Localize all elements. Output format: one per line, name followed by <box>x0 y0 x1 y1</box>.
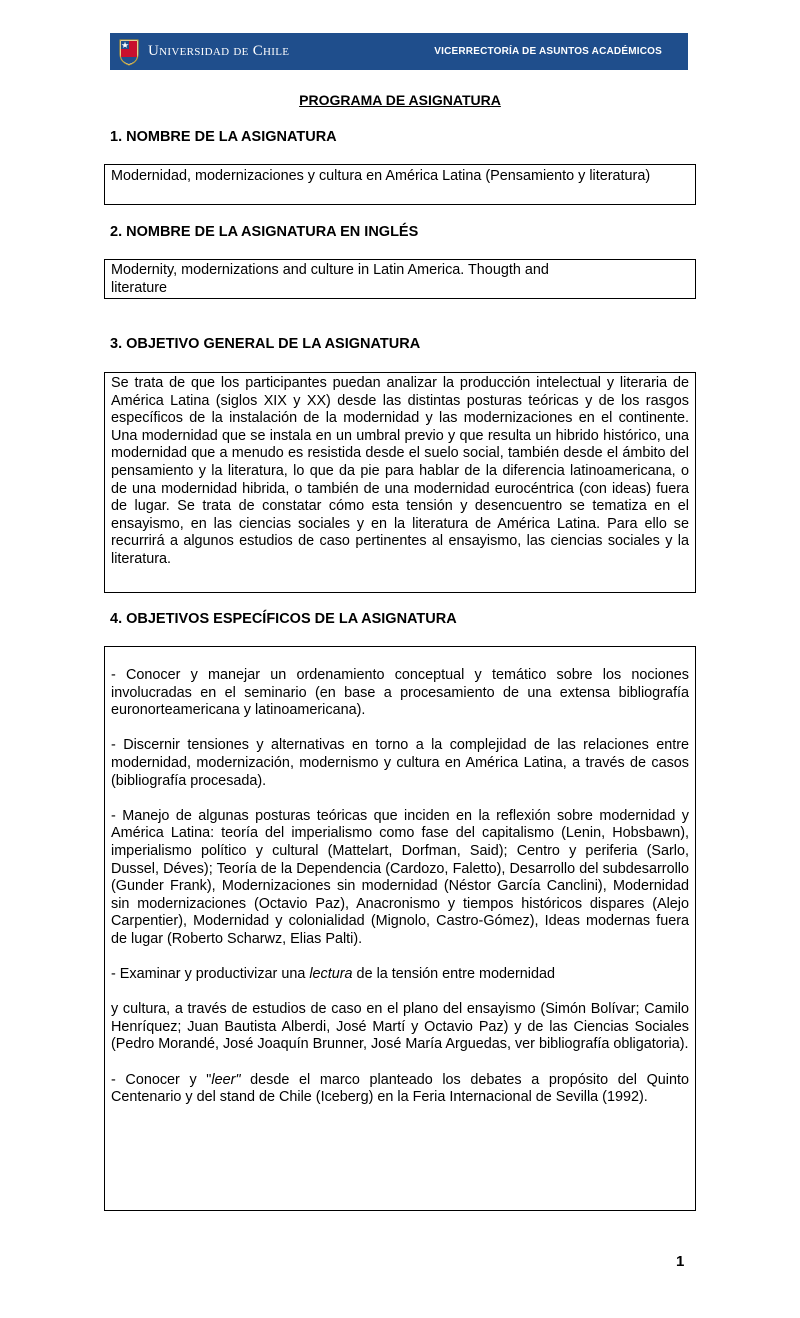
section1-heading: 1. NOMBRE DE LA ASIGNATURA <box>110 129 337 145</box>
objective-item-2: - Discernir tensiones y alternativas en torno a la complejidad de las relaciones entre modernidad, modernización, modernismo y cultura en América Latina, a través de casos (bibliografía procesada). <box>111 737 689 789</box>
objective-item-6 <box>111 1072 689 1107</box>
objective-item-6-end: desde el marco planteado los debates a propósito del Quinto Centenario y del stand de Chile (Iceberg) en la Feria Internacional de Sevilla (1992). <box>111 1071 689 1106</box>
document-title: PROGRAMA DE ASIGNATURA <box>299 92 501 108</box>
university-name: Universidad de Chile <box>148 43 290 59</box>
page-number: 1 <box>676 1253 685 1270</box>
university-crest-icon <box>118 38 140 66</box>
course-name: Modernidad, modernizaciones y cultura en América Latina (Pensamiento y literatura) <box>111 168 651 184</box>
section1-box <box>104 164 696 205</box>
course-name-english-line2: literature <box>111 279 167 296</box>
objective-item-5: y cultura, a través de estudios de caso en el plano del ensayismo (Simón Bolívar; Camilo Henríquez; Juan Bautista Alberdi, José Martí y Octavio Paz) y de las Ciencias Sociales (Pedro Morandé, José Joaquín Brunner, José María Arguedas, ver bibliografía obligatoria). <box>111 1001 689 1053</box>
office-name: VICERRECTORÍA DE ASUNTOS ACADÉMICOS <box>434 46 662 57</box>
section2-box <box>104 259 696 299</box>
objective-item-4-start: - Examinar y productivizar una <box>111 966 310 983</box>
course-name-english-line1: Modernity, modernizations and culture in Latin America. Thougth and <box>111 262 549 278</box>
university-banner <box>110 33 688 70</box>
section4-box <box>104 646 696 1211</box>
section4-heading: 4. OBJETIVOS ESPECÍFICOS DE LA ASIGNATURA <box>110 611 457 627</box>
objective-item-1: - Conocer y manejar un ordenamiento conceptual y temático sobre los nociones involucradas en el seminario (en base a procesamiento de una extensa bibliografía euronorteamericana y latinoamericana). <box>111 667 689 719</box>
objective-item-4-emphasis: lectura <box>309 966 353 983</box>
section2-heading: 2. NOMBRE DE LA ASIGNATURA EN INGLÉS <box>110 224 419 240</box>
section3-heading: 3. OBJETIVO GENERAL DE LA ASIGNATURA <box>110 336 421 352</box>
general-objective-text: Se trata de que los participantes puedan analizar la producción intelectual y literaria de América Latina (siglos XIX y XX) desde las distintas posturas teóricas y de los rasgos específicos de la instalación de la modernidad y las modernizaciones en el continente. Una modernidad que se instala en un umbral previo y que resulta un hibrido histórico, una modernidad que a menudo es resistida desde el suelo social, también desde el ámbito del pensamiento y la literatura, lo que da pie para hablar de la diferencia latinoamericana, o de una modernidad hibrida, o también de una modernidad eurocéntrica (con ideas) fuera de lugar. Se trata de constatar cómo esta tensión y desencuentro se tematiza en el ensayismo, en las ciencias sociales y en la literatura de América Latina. Para ello se recurrirá a algunos estudios de caso pertinentes al ensayismo, las ciencias sociales y la literatura. <box>111 375 689 567</box>
objective-item-6-start: - Conocer y " <box>111 1071 212 1088</box>
objective-item-3: - Manejo de algunas posturas teóricas que inciden en la reflexión sobre modernidad y América Latina: teoría del imperialismo como fase del capitalismo (Lenin, Hobsbawn), imperialismo político y cultural (Mattelart, Dorfman, Said); Centro y periferia (Sarlo, Dussel, Déves); Teoría de la Dependencia (Cardozo, Faletto), Desarrollo del subdesarrollo (Gunder Frank), Modernizaciones sin modernidad (Néstor García Canclini), Modernidad sin modernizaciones (Octavio Paz), Anacronismo y tiempos históricos dispares (Alejo Carpentier), Modernidad y colonialidad (Mignolo, Castro-Gómez), Ideas modernas fuera de lugar (Roberto Scharwz, Elias Palti). <box>111 807 689 947</box>
objective-item-4 <box>111 966 689 984</box>
section3-box <box>104 372 696 593</box>
objective-item-4-end: de la tensión entre modernidad <box>352 966 555 983</box>
objective-item-6-emphasis: leer" <box>211 1071 241 1088</box>
